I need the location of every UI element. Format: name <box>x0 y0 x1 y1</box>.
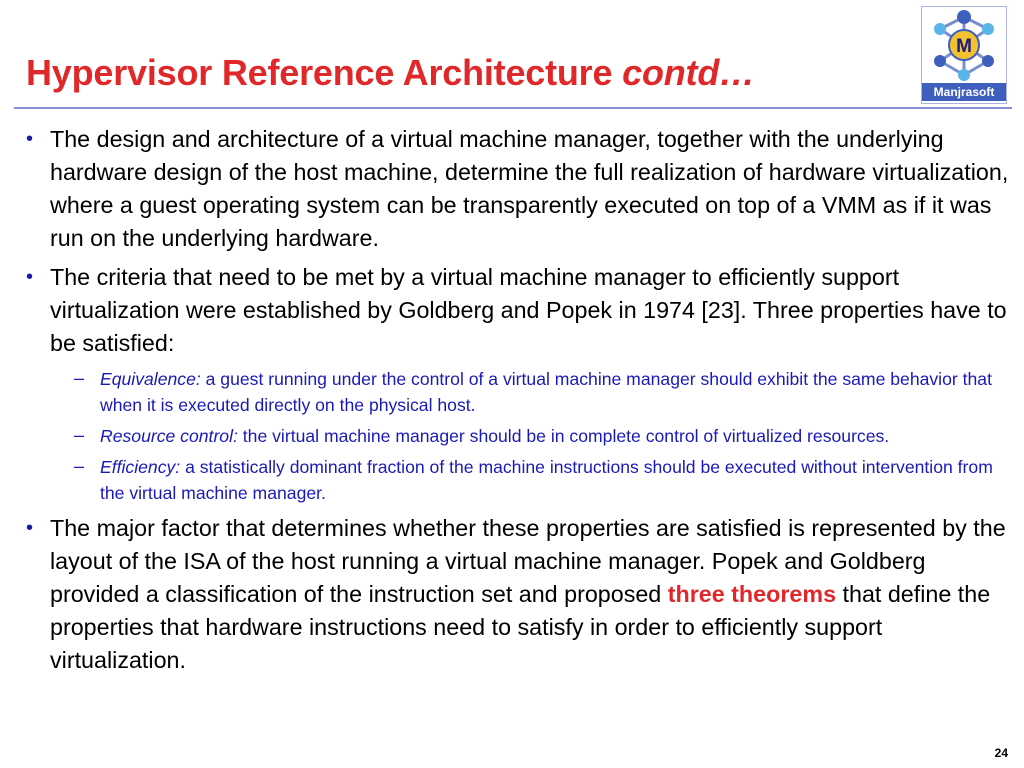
property-text: a statistically dominant fraction of the machine instructions should be executed without intervention from the virtual machine manager. <box>100 457 993 503</box>
slide-body <box>26 123 1016 677</box>
property-term: Efficiency: <box>100 457 181 477</box>
bullet-icon: • <box>26 128 34 150</box>
bullet-text-end: that define the properties that hardware instructions need to satisfy in order to efficiently support virtualization. <box>50 581 991 673</box>
bullet-point <box>26 123 1016 255</box>
property-list <box>50 366 1016 506</box>
bullet-point <box>26 261 1016 506</box>
property-term: Equivalence: <box>100 369 201 389</box>
bullet-text: The criteria that need to be met by a virtual machine manager to efficiently support virtualization were established by Goldberg and Popek in 1974 [23]. Three properties have to be satisfied: <box>50 264 1007 356</box>
logo-letter: M <box>956 36 972 57</box>
manjrasoft-logo <box>921 6 1007 104</box>
logo-label: Manjrasoft <box>922 83 1006 101</box>
title-divider <box>14 107 1012 109</box>
highlight-three-theorems: three theorems <box>667 581 837 607</box>
property-item-resource-control <box>50 423 1016 449</box>
property-text: a guest running under the control of a virtual machine manager should exhibit the same behavior that when it is executed directly on the physical host. <box>100 369 992 415</box>
property-item-equivalence <box>50 366 1016 418</box>
bullet-text: The design and architecture of a virtual machine manager, together with the underlying hardware design of the host machine, determine the full realization of hardware virtualization, where a guest operating system can be transparently executed on top of a VMM as if it was run on the underlying hardware. <box>50 126 1009 251</box>
bullet-text: The major factor that determines whether these properties are satisfied is represented by the layout of the ISA of the host running a virtual machine manager. Popek and Goldberg provided a classification of the instruction set and proposed <box>50 515 1006 607</box>
property-text: the virtual machine manager should be in complete control of virtualized resources. <box>237 426 890 446</box>
property-term: Resource control: <box>100 426 238 446</box>
dash-icon: – <box>74 368 85 388</box>
page-number: 24 <box>994 746 1008 760</box>
bullet-icon: • <box>26 517 34 539</box>
dash-icon: – <box>74 425 85 445</box>
title-main: Hypervisor Reference Architecture <box>26 52 623 93</box>
bullet-point <box>26 512 1016 677</box>
dash-icon: – <box>74 456 85 476</box>
slide-title <box>26 52 755 94</box>
bullet-icon: • <box>26 266 34 288</box>
title-italic: contd… <box>622 52 755 93</box>
property-item-efficiency <box>50 454 1016 506</box>
molecule-logo-icon <box>922 7 1006 83</box>
